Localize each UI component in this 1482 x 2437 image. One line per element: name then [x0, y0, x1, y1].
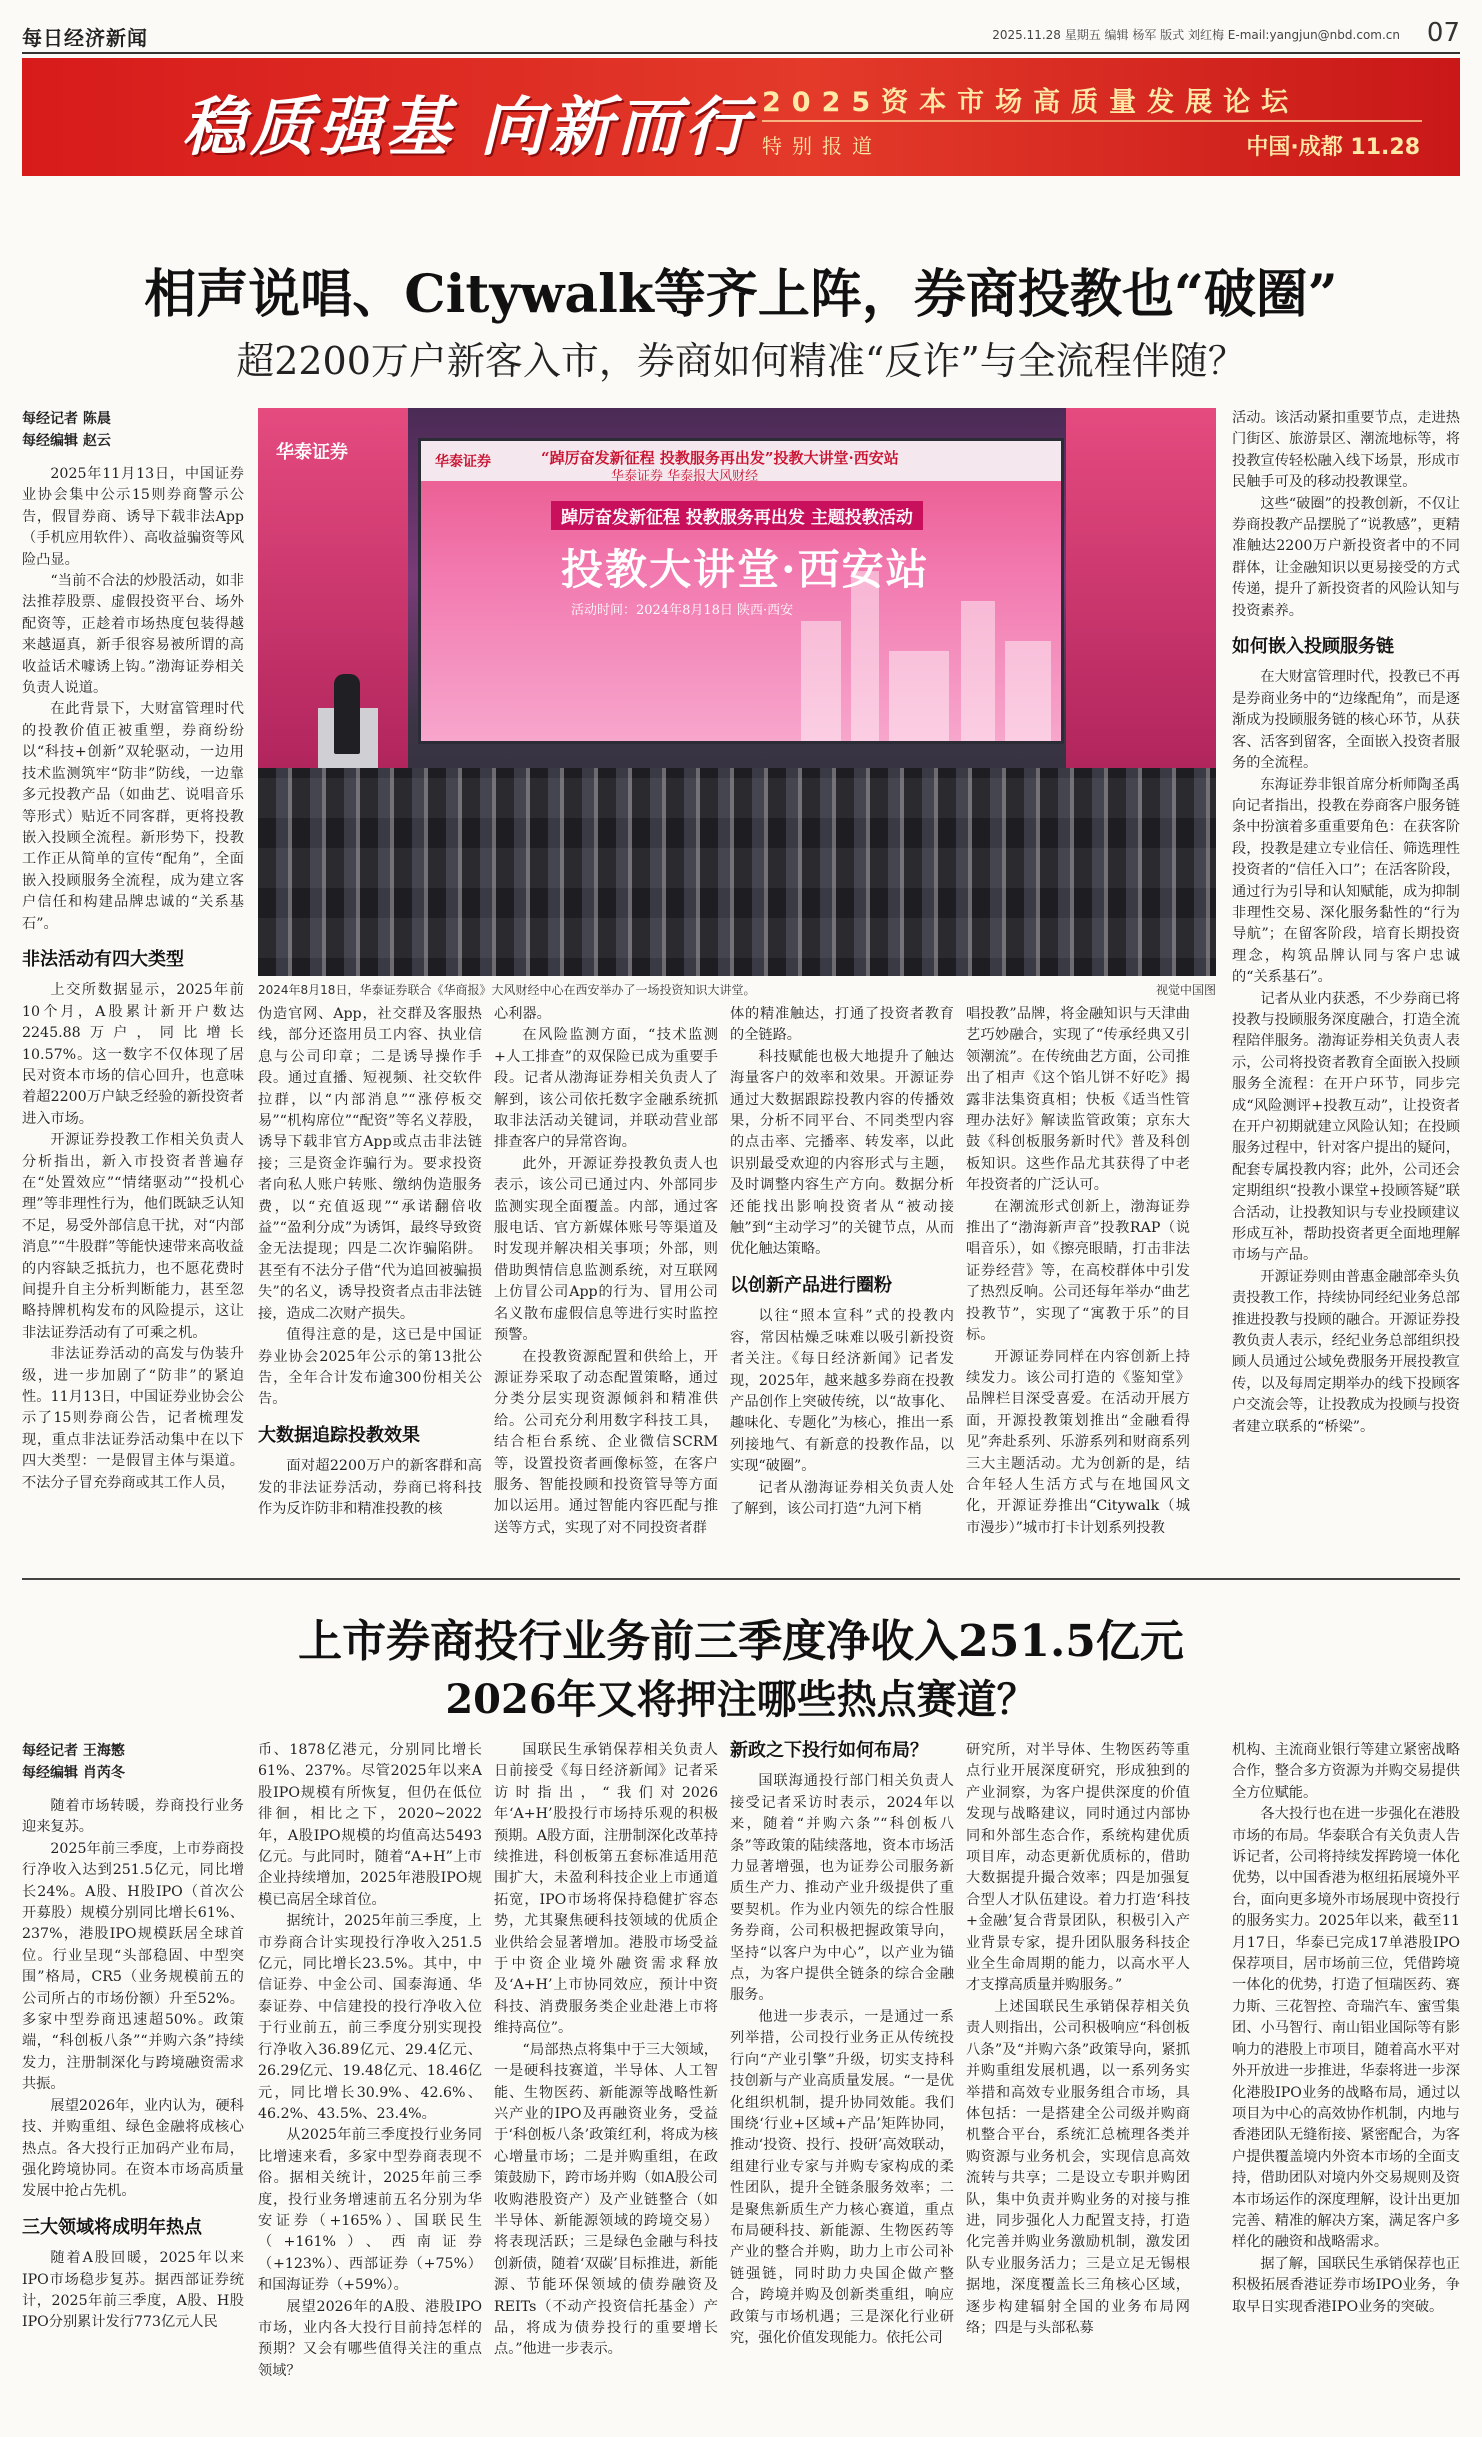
article1-column-4 — [730, 1004, 954, 1570]
screen-subtitle: 踔厉奋发新征程 投教服务再出发 主题投教活动 — [551, 501, 923, 530]
paper-name: 每日经济新闻 — [22, 26, 148, 50]
caption-text: 2024年8月18日，华泰证券联合《华商报》大风财经中心在西安举办了一场投资知识大讲堂。 — [258, 983, 756, 997]
section-heading: 如何嵌入投顾服务链 — [1232, 636, 1394, 658]
paragraph: 开源证券则由普惠金融部牵头负责投教工作，持续协同经纪业务总部推进投教与投顾的融合。开源证券投教负责人表示，经纪业务总部组织投顾人员通过公域免费服务开展投教宣传，以及每周定期举办的线下投顾客户交流会等，让投教成为投顾与投资者建立联系的“桥梁”。 — [1232, 1268, 1460, 1435]
paragraph: 在风险监测方面，“技术监测+人工排查”的双保险已成为重要手段。记者从渤海证券相关负责人了解到，该公司依托数字金融系统抓取非法活动关键词，并联动营业部排查客户的异常咨询。 — [494, 1027, 718, 1151]
paragraph: 展望2026年，业内认为，硬科技、并购重组、绿色金融将成核心热点。各大投行正加码产业布局，强化跨境协同。在资本市场高质量发展中抢占先机。 — [22, 2097, 244, 2200]
paragraph: 他进一步表示，一是通过一系列举措，公司投行业务正从传统投行向“产业引擎”升级，切实支持科技创新与产业高质量发展。“一是优化组织机制，提升协同效能。我们围绕‘行业+区域+产品’矩阵协同，推动‘投资、投行、投研’高效联动，组建行业专家与并购专家构成的柔性团队，提升全链条服务效率；二是聚焦新质生产力核心赛道，重点布局硬科技、新能源、生物医药等产业的整合并购，助力上市公司补链强链，同时助力央国企做产整合，跨境并购及创新类重组，响应政策与市场机遇；三是深化行业研究，强化价值发现能力。依托公司 — [730, 2008, 954, 2346]
skyline-building — [851, 571, 879, 741]
article1-column-2 — [258, 1004, 482, 1570]
paragraph: 随着A股回暖，2025年以来IPO市场稳步复苏。据西部证券统计，2025年前三季度，A股、H股IPO分别累计发行773亿元人民 — [22, 2250, 244, 2331]
paragraph: 据统计，2025年前三季度，上市券商合计实现投行净收入251.5亿元，同比增长23.5%。其中，中信证券、中金公司、国泰海通、华泰证券、中信建投的投行净收入位于行业前五，前三季度分别实现投行净收入36.89亿元、29.4亿元、26.29亿元、19.48亿元、18.46亿元，同比增长30.9%、42.6%、46.2%、43.5%、23.4%。 — [258, 1913, 482, 2122]
article2-column-2 — [258, 1740, 482, 2430]
paragraph: 机构、主流商业银行等建立紧密战略合作，整合多方资源为并购交易提供全方位赋能。 — [1232, 1742, 1460, 1801]
article2-column-5 — [966, 1740, 1190, 2430]
article1-column-6 — [1232, 408, 1460, 1568]
article2-headline: 上市券商投行业务前三季度净收入251.5亿元 — [298, 1616, 1184, 1667]
section-heading: 以创新产品进行圈粉 — [730, 1274, 892, 1296]
banner-slogan: 稳质强基 向新而行 — [182, 90, 753, 165]
audience-row — [258, 848, 1216, 888]
event-photo — [258, 408, 1216, 976]
paragraph: 非法证券活动的高发与伪装升级，进一步加剧了“防非”的紧迫性。11月13日，中国证券业协会公示了15则券商公告，记者梳理发现，重点非法证券活动集中在以下四大类型：一是假冒主体与渠道。不法分子冒充券商或其工作人员， — [22, 1346, 244, 1491]
paragraph: 唱投教”品牌，将金融知识与天津曲艺巧妙融合，实现了“传承经典又引领潮流”。在传统曲艺方面，公司推出了相声《这个馅儿饼不好吃》揭露非法集资真相；快板《适当性管理办法好》解读监管政策；京东大鼓《科创板服务新时代》普及科创板知识。这些作品尤其获得了中老年投资者的广泛认可。 — [966, 1006, 1190, 1194]
screen-banner-text-2: 华泰证券 华泰报大风财经 — [611, 469, 759, 484]
paragraph: 在此背景下，大财富管理时代的投教价值正被重塑，券商纷纷以“科技+创新”双轮驱动，一边用技术监测筑牢“防非”防线，一边靠多元投教产品（如曲艺、说唱音乐等形式）贴近不同客群，更将投教嵌入投顾全流程。新形势下，投教工作正从简单的宣传“配角”，全面嵌入投顾服务全流程，成为建立客户信任和构建品牌忠诚的“关系基石”。 — [22, 701, 244, 932]
article1-column-5 — [966, 1004, 1190, 1570]
paragraph: 以往“照本宣科”式的投教内容，常因枯燥乏味难以吸引新投资者关注。《每日经济新闻》记者发现，2025年，越来越多券商在投教产品创作上突破传统，以“故事化、趣味化、专题化”为核心，推出一系列接地气、有新意的投教作品，以实现“破圈”。 — [730, 1308, 954, 1475]
paragraph: 体的精准触达，打通了投资者教育的全链路。 — [730, 1006, 954, 1044]
paragraph: 活动。该活动紧扣重要节点，走进热门街区、旅游景区、潮流地标等，将投教宣传轻松融入线下场景，形成市民触手可及的移动投教课堂。 — [1232, 410, 1460, 491]
date-editor-info: 2025.11.28 星期五 编辑 杨军 版式 刘红梅 E-mail:yangjun@nbd.com.cn — [992, 28, 1400, 42]
skyline-building — [961, 601, 995, 741]
article1-headline: 相声说唱、Citywalk等齐上阵，券商投教也“破圈” — [144, 264, 1338, 325]
paragraph: “当前不合法的炒股活动，如非法推荐股票、虚假投资平台、场外配资等，正趁着市场热度包装得越来越逼真，新手很容易被所谓的高收益话术噱诱上钩。”渤海证券相关负责人说道。 — [22, 573, 244, 697]
paragraph: 据了解，国联民生承销保荐也正积极拓展香港证券市场IPO业务，争取早日实现香港IPO业务的突破。 — [1232, 2255, 1460, 2315]
article1-reporter: 每经记者 陈晨 — [22, 411, 111, 427]
article2-subheadline: 2026年又将押注哪些热点赛道？ — [445, 1676, 1037, 1723]
banner-location-date: 中国·成都 11.28 — [1246, 135, 1420, 160]
section-heading: 非法活动有四大类型 — [22, 948, 184, 970]
paragraph: 在潮流形式创新上，渤海证券推出了“渤海新声音”投教RAP（说唱音乐），如《擦亮眼睛，打击非法证券经营》等，在高校群体中引发了热烈反响。公司还每年举办“曲艺投教节”，实现了“寓教于乐”的目标。 — [966, 1198, 1190, 1344]
paragraph: 在大财富管理时代，投教已不再是券商业务中的“边缘配角”，而是逐渐成为投顾服务链的核心环节，从获客、活客到留客，全面嵌入投资者服务的全流程。 — [1232, 669, 1460, 772]
paragraph: 币、1878亿港元，分别同比增长61%、237%。尽管2025年以来A股IPO规模有所恢复，但仍在低位徘徊，相比之下，2020~2022年，A股IPO规模的均值高达5493亿元。与此同时，随着“A+H”上市企业持续增加，2025年港股IPO规模已高居全球首位。 — [258, 1742, 482, 1908]
paragraph: 开源证券投教工作相关负责人分析指出，新入市投资者普遍存在“处置效应”“情绪驱动”“投机心理”等非理性行为，他们既缺乏认知不足，易受外部信息干扰，对“内部消息”“牛股群”等能快速带来高收益的内容缺乏抵抗力，也不愿花费时间提升自主分析判断能力，甚至忽略持牌机构发布的风险提示，这让非法证券活动有了可乘之机。 — [22, 1132, 244, 1341]
paragraph: 此外，开源证券投教负责人也表示，该公司已通过内、外部同步监测实现全面覆盖。内部，通过客服电话、官方新媒体账号等渠道及时发现并解决相关事项；外部，则借助舆情信息监测系统，对互联网上仿冒公司App的行为、冒用公司名义散布虚假信息等进行实时监控预警。 — [494, 1155, 718, 1344]
stage-side-panel-right — [1066, 408, 1216, 768]
paragraph: 2025年11月13日，中国证券业协会集中公示15则券商警示公告，假冒券商、诱导下载非法App（手机应用软件）、高收益骗资等风险凸显。 — [22, 466, 244, 568]
skyline-building — [801, 621, 841, 741]
screen-title: 投教大讲堂·西安站 — [561, 545, 930, 594]
article2-column-4 — [730, 1740, 954, 2430]
paragraph: 记者从渤海证券相关负责人处了解到，该公司打造“九河下梢 — [730, 1479, 954, 1517]
paragraph: 研究所，对半导体、生物医药等重点行业开展深度研究，形成独到的产业洞察，为客户提供深度的价值发现与战略建议，同时通过内部协同和外部生态合作，系统构建优质项目库，动态更新优质标的，借助大数据提升撮合效率；四是加强复合型人才队伍建设。着力打造‘科技+金融’复合背景团队，积极引入产业背景专家，提升团队服务科技企业全生命周期的能力，以高水平人才支撑高质量并购服务。” — [966, 1742, 1190, 1994]
article2-reporter: 每经记者 王海慜 — [22, 1743, 125, 1759]
paragraph: 上交所数据显示，2025年前10个月，A股累计新开户数达2245.88万户，同比增长10.57%。这一数字不仅体现了居民对资本市场的信心回升，也意味着超2200万户缺乏经验的新投资者进入市场。 — [22, 982, 244, 1127]
paragraph: 在投教资源配置和供给上，开源证券采取了动态配置策略，通过分类分层实现资源倾斜和精准供给。公司充分利用数字科技工具，结合柜台系统、企业微信SCRM等，设置投资者画像标签，在客户服务、智能投顾和投资管导等方面加以运用。通过智能内容匹配与推送等方式，实现了对不同投资者群 — [494, 1348, 718, 1536]
paragraph: 随着市场转暖，券商投行业务迎来复苏。 — [22, 1798, 244, 1836]
screen-banner-text: “踔厉奋发新征程 投教服务再出发”投教大讲堂·西安站 — [541, 449, 899, 467]
paragraph: 开源证券同样在内容创新上持续发力。该公司打造的《鉴知堂》品牌栏目深受喜爱。在活动开展方面，开源投教策划推出“金融看得见”奔赴系列、乐游系列和财商系列三大主题活动。尤为创新的是，结合年轻人生活方式与在地国风文化，开源证券推出“Citywalk（城市漫步）”城市打卡计划系列投教 — [966, 1348, 1190, 1536]
skyline-building — [889, 651, 949, 741]
banner-divider — [762, 120, 1422, 122]
paragraph: 展望2026年的A股、港股IPO市场，业内各大投行目前持怎样的预期？又会有哪些值得关注的重点领域？ — [258, 2298, 482, 2379]
article2-column-3 — [494, 1740, 718, 2430]
article1-editor: 每经编辑 赵云 — [22, 433, 111, 449]
page-number: 07 — [1426, 18, 1460, 48]
article2-column-6 — [1232, 1740, 1460, 2430]
banner-special-report: 特别报道 — [762, 134, 882, 158]
paragraph: 上述国联民生承销保荐相关负责人则指出，公司积极响应“科创板八条”及“并购六条”政策导向，紧抓并购重组发展机遇，以一系列务实举措和高效专业服务组合市场，具体包括：一是搭建全公司级并购商机整合平台，系统汇总梳理各类并购资源与业务机会，实现信息高效流转与共享；二是设立专职并购团队，集中负责并购业务的对接与推进，同步强化人力配置支持，打造化完善并购业务激励机制，激发团队专业服务活力；三是立足无锡根据地，深度覆盖长三角核心区域，逐步构建辐射全国的业务布局网络；四是与头部私募 — [966, 1998, 1190, 2336]
section-heading: 大数据追踪投教效果 — [258, 1424, 420, 1446]
article2-column-1 — [22, 1740, 244, 2430]
speaker-figure — [334, 674, 360, 754]
paragraph: 这些“破圈”的投教创新，不仅让券商投教产品摆脱了“说教感”，更精准触达2200万户新投资者中的不同群体，让金融知识以更易接受的方式传递，提升了新投资者的风险认知与投资素养。 — [1232, 495, 1460, 619]
paragraph: 国联海通投行部门相关负责人接受记者采访时表示，2024年以来，随着“并购六条”“科创板八条”等政策的陆续落地，资本市场活力显著增强，也为证券公司服务新质生产力、推动产业升级提供了重要契机。作为业内领先的综合性服务券商，公司积极把握政策导向，坚持“以客户为中心”，以产业为锚点，为客户提供全链条的综合金融服务。 — [730, 1773, 954, 2004]
article1-column-1 — [22, 408, 244, 1568]
huatai-logo: 华泰证券 — [276, 442, 348, 463]
forum-banner — [22, 58, 1460, 176]
masthead — [22, 18, 1460, 48]
banner-forum-title: 2025资本市场高质量发展论坛 — [762, 87, 1300, 118]
article1-column-3 — [494, 1004, 718, 1570]
paragraph: 值得注意的是，这已是中国证券业协会2025年公示的第13批公告，全年合计发布逾300份相关公告。 — [258, 1327, 482, 1408]
paragraph: 国联民生承销保荐相关负责人日前接受《每日经济新闻》记者采访时指出，“我们对2026年‘A+H’股投行市场持乐观的积极预期。A股方面，注册制深化改革持续推进，科创板第五套标准适用范围扩大，未盈利科技企业上市通道拓宽，IPO市场将保持稳健扩容态势，尤其聚焦硬科技领域的优质企业供给会显著增加。港股市场受益于中资企业境外融资需求释放及‘A+H’上市协同效应，预计中资科技、消费服务类企业赴港上市将维持高位”。 — [494, 1742, 718, 2037]
photo-caption — [258, 981, 1216, 998]
audience-row — [258, 918, 1216, 958]
photo-credit: 视觉中国图 — [1155, 983, 1216, 997]
section-heading: 三大领域将成明年热点 — [22, 2216, 202, 2238]
paragraph: 记者从业内获悉，不少券商已将投教与投顾服务深度融合，打造全流程陪伴服务。渤海证券相关负责人表示，公司将投资者教育全面嵌入投顾服务全流程：在开户环节，同步完成“风险测评+投教互动”，让投资者在开户初期就建立风险认知；在投顾服务过程中，针对客户提出的疑问，配套专属投教内容；此外，公司还会定期组织“投教小课堂+投顾答疑”联合活动，让投教知识与专业投顾建议形成互补，帮助投资者更全面地理解市场与产品。 — [1232, 990, 1460, 1264]
paragraph: 东海证券非银首席分析师陶圣禹向记者指出，投教在券商客户服务链条中扮演着多重重要角色：在获客阶段，投教是建立专业信任、筛选理性投资者的“信任入口”；在活客阶段，通过行为引导和认知赋能，成为抑制非理性交易、深化服务黏性的“行为导航”；在留客阶段，培育长期投资理念，构筑品牌认同与客户忠诚的“关系基石”。 — [1232, 776, 1460, 986]
masthead-rule — [22, 52, 1460, 54]
paragraph: 科技赋能也极大地提升了触达海量客户的效率和效果。开源证券通过大数据跟踪投教内容的传播效果，分析不同平台、不同类型内容的点击率、完播率、转发率，以此识别最受欢迎的内容形式与主题，及时调整内容生产方向。数据分析还能找出影响投资者从“被动接触”到“主动学习”的关键节点，从而优化触达策略。 — [730, 1048, 954, 1258]
screen-header — [421, 441, 1061, 484]
paragraph: “局部热点将集中于三大领域，一是硬科技赛道，半导体、人工智能、生物医药、新能源等战略性新兴产业的IPO及再融资业务，受益于‘科创板八条’政策红利，将成为核心增量市场；二是并购重组，在政策鼓励下，跨市场并购（如A股公司收购港股资产）及产业链整合（如半导体、新能源领域的跨境交易）将表现活跃；三是绿色金融与科技创新债，随着‘双碳’目标推进，新能源、节能环保领域的债券融资及REITs（不动产投资信托基金）产品，将成为债券投行的重要增长点。”他进一步表示。 — [494, 2041, 718, 2358]
screen-date: 活动时间：2024年8月18日 陕西·西安 — [571, 603, 794, 618]
article-separator — [22, 1578, 1460, 1580]
paragraph: 伪造官网、App，社交群及客服热线，部分还盗用员工内容、执业信息与公司印章；二是诱导操作手段。通过直播、短视频、社交软件拉群，以“内部消息”“涨停板交易”“机构席位”“配资”等名义荐股，诱导下载非官方App或点击非法链接；三是资金诈骗行为。要求投资者向私人账户转账、缴纳伪造服务费，以“充值返现”“承诺翻倍收益”“盈利分成”为诱饵，最终导致资金无法提现；四是二次诈骗陷阱。甚至有不法分子借“代为追回被骗损失”的名义，诱导投资者点击非法链接，造成二次财产损失。 — [258, 1006, 482, 1322]
audience — [258, 768, 1216, 976]
paragraph: 面对超2200万户的新客群和高发的非法证券活动，券商已将科技作为反诈防非和精准投教的核 — [258, 1458, 482, 1517]
skyline-building — [1005, 641, 1051, 741]
paragraph: 各大投行也在进一步强化在港股市场的布局。华泰联合有关负责人告诉记者，公司将持续发挥跨境一体化优势，以中国香港为枢纽拓展境外平台，面向更多境外市场展现中资投行的服务实力。2025年以来，截至11月17日，华泰已完成17单港股IPO保荐项目，居市场前三位，凭借跨境一体化的优势，打造了恒瑞医药、赛力斯、三花智控、奇瑞汽车、蜜雪集团、小马智行、南山铝业国际等有影响力的港股上市项目，随着高水平对外开放进一步推进，华泰将进一步深化港股IPO业务的战略布局，通过以项目为中心的高效协作机制，内地与香港团队无缝衔接、紧密配合，为客户提供覆盖境内外资本市场的全面支持，借助团队对境内外交易规则及资本市场运作的深度理解，设计出更加完善、精准的解决方案，满足客户多样化的融资和战略需求。 — [1232, 1806, 1460, 2251]
stage-screen — [418, 438, 1064, 744]
screen-logo: 华泰证券 — [435, 454, 491, 470]
audience-row — [258, 778, 1216, 818]
section-heading: 新政之下投行如何布局？ — [730, 1740, 928, 1761]
article2-editor: 每经编辑 肖芮冬 — [22, 1765, 125, 1781]
article1-subheadline: 超2200万户新客入市，券商如何精准“反诈”与全流程伴随？ — [236, 339, 1246, 383]
paragraph: 2025年前三季度，上市券商投行净收入达到251.5亿元，同比增长24%。A股、H股IPO（首次公开募股）规模分别同比增长61%、237%，港股IPO规模跃居全球首位。行业呈现“头部稳固、中型突围”格局，CR5（业务规模前五的公司所占的市场份额）升至52%。多家中型券商迅速超50%。政策端，“科创板八条”“并购六条”持续发力，注册制深化与跨境融资需求共振。 — [22, 1840, 244, 2093]
paragraph: 从2025年前三季度投行业务同比增速来看，多家中型券商表现不俗。据相关统计，2025年前三季度，投行业务增速前五名分别为华安证券（+165%）、国联民生（+161%）、西南证券（+123%）、西部证券（+75%）和国海证券（+59%）。 — [258, 2127, 482, 2294]
paragraph: 心利器。 — [494, 1006, 551, 1022]
